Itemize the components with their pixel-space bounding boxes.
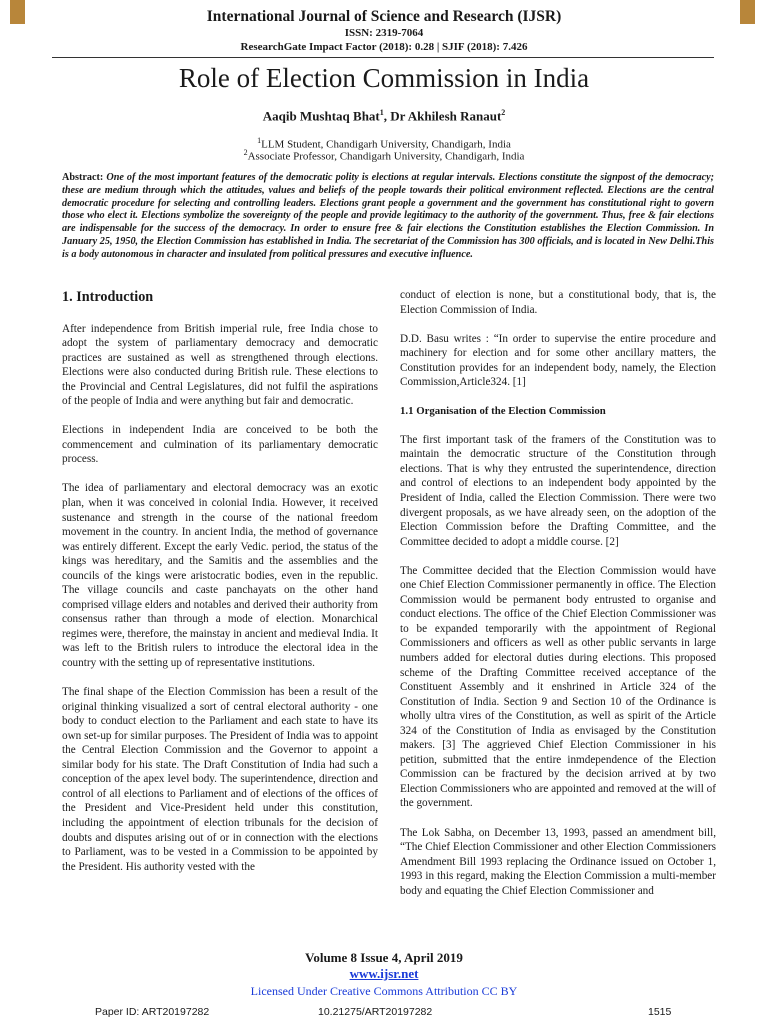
paragraph: The final shape of the Election Commission has been a result of the original thinking visualized a sort of central electoral authority - one body to conduct election to the Parliament and each state to have its own set-up for similar purposes. The President of India was to appoint the Central Election Commission and the Governor to appoint a similar body for his state. The Draft Constitution of India had such a conception of the apex level body. The superintendence, direction and control of all elections to Parliament and of elections of the offices of the President and Vice-President held under this constitution, including the appointment of election tribunals for the decision of doubts and disputes arising out of or in connection with the elections to Parliament, was to be vested in a Commission to be appointed by the President. His authority vested with the <box>62 686 378 873</box>
paragraph: The Lok Sabha, on December 13, 1993, passed an amendment bill, “The Chief Election Commissioner and other Election Commissioners Amendment Bill 1993 replacing the Ordinance issued on October 1, 1993 in this regard, making the Election Commission a multi-member body and equating the Chief Election Commissioner and <box>400 826 716 897</box>
journal-impact-factor: ResearchGate Impact Factor (2018): 0.28 | SJIF (2018): 7.426 <box>240 41 528 53</box>
paragraph: conduct of election is none, but a constitutional body, that is, the Election Commission of India. <box>400 289 716 316</box>
footer-page-number: 1515 <box>648 1006 672 1018</box>
paragraph: D.D. Basu writes : “In order to supervise the entire procedure and machinery for election and for some other ancillary matters, the Constitution provides for an independent body, namely, the Election Commission,Article324. [1] <box>400 332 716 389</box>
paragraph: The Committee decided that the Election Commission would have one Chief Election Commissioner permanently in office. The Election Commission would be permanent body entrusted to organise and conduct elections. The office of the Chief Election Commissioner was to be expanded temporarily with the appointment of Regional Commissioners and officers as well as other public servants in large numbers added for electoral duties during elections. This proposed scheme of the Drafting Committee received acceptance of the Constituent Assembly and it enshrined in Article 324 of the Constitution of India. Section 9 and Section 10 of the Ordinance is wholly ultra vires of the Constitution, as well as spirit of the Article 324 of the Constitution of India as envisaged by the Constitution makers. [3] The aggrieved Chief Election Commissioner in his petition, submitted that the entire inmdependence of the Election Commission can be fractured by the decision arrived at by two Election Commissioners who are appointed and removed at the will of the government. <box>400 564 716 810</box>
paragraph: After independence from British imperial rule, free India chose to adopt the system of parliamentary democracy and democratic practices are sustained as well as strengthened through elections. Elections were also conducted during British rule. These elections to the Provincial and Central Legislatures, did not fulfil the aspirations of the people of India and were anything but fair and democratic. <box>62 322 378 408</box>
author-affiliation-mark: 1 <box>379 108 384 117</box>
affiliation-mark: 1 <box>257 136 262 145</box>
affiliation-text: LLM Student, Chandigarh University, Chandigarh, India <box>261 138 511 151</box>
section-heading: 1. Introduction <box>62 289 154 305</box>
right-column <box>400 288 716 913</box>
paper-title: Role of Election Commission in India <box>178 63 590 93</box>
subsection-heading: 1.1 Organisation of the Election Commission <box>400 405 606 418</box>
paragraph: The idea of parliamentary and electoral democracy was an exotic plan, when it was conceived in colonial India. However, it received sustenance and strength in the course of the national freedom movement in the country. In ancient India, the method of governance was entirely different. Except the early Vedic. period, the status of the kings was hereditary, and the Samitis and the assemblies and the councils of the kings were aristocratic bodies, even in the republic. The village councils and caste panchayats on the other hand comprised village elders and notables and derived their authority from consensus rather than through a mode of election. Monarchical regimes were, therefore, the mainstay in ancient and medieval India. It was left to the British rulers to introduce the electoral idea in the country with the setting up of representative institutions. <box>62 482 378 670</box>
paragraph: The first important task of the framers of the Constitution was to maintain the democratic structure of the Constitution through elections. That is why they entrusted the superintendence, direction and control of elections to an independent body appointed by the President of India, called the Election Commission. There were two divergent proposals, as we have already seen, on the adoption of the Election Commission before the Drafting Committee, and the Committee decided to adopt a middle course. [2] <box>400 433 716 548</box>
journal-title: International Journal of Science and Research (IJSR) <box>206 8 562 25</box>
journal-issn: ISSN: 2319-7064 <box>344 27 424 39</box>
paragraph: Elections in independent India are conceived to be both the commencement and culmination of its parliamentary democratic process. <box>62 424 378 466</box>
author-affiliation-mark: 2 <box>501 108 506 117</box>
footer-doi: 10.21275/ART20197282 <box>318 1006 433 1018</box>
author-name: Aaqib Mushtaq Bhat <box>262 108 380 124</box>
affiliation-mark: 2 <box>243 148 248 157</box>
author-separator: , <box>383 108 391 124</box>
author-name: Dr Akhilesh Ranaut <box>390 108 502 124</box>
abstract <box>62 172 714 262</box>
abstract-text: One of the most important features of the democratic polity is elections at regular intervals. Elections constitute the signpost of the democracy; these are medium through which the attitudes, values and beliefs of the people towards their political environment reflected. Elections are the central democratic procedure for selecting and controlling leaders. Elections grant people a government and the government has constitutional right to govern those who elect it. Elections symbolize the sovereignty of the people and provide legitimacy to the authority of the government. Thus, free & fair elections are indispensable for the success of the democracy. In order to ensure free & fair elections the Constitution establishes the Election Commission. In January 25, 1950, the Election Commission has established in India. The secretariat of the Commission has 300 officials, and is located in New Delhi.This is a body autonomous in character and insulated from political pressures and executive influence. <box>62 172 715 260</box>
footer-paper-id: Paper ID: ART20197282 <box>95 1006 210 1018</box>
abstract-label: Abstract: <box>62 172 104 183</box>
footer-license-link[interactable]: Licensed Under Creative Commons Attribution CC BY <box>250 984 518 998</box>
affiliation-text: Associate Professor, Chandigarh University, Chandigarh, India <box>247 150 525 163</box>
footer-volume: Volume 8 Issue 4, April 2019 <box>305 950 463 965</box>
footer-website-link[interactable]: www.ijsr.net <box>349 966 419 981</box>
header-divider <box>52 57 714 58</box>
author-line <box>0 108 768 124</box>
left-column <box>62 288 378 889</box>
affiliation-line <box>0 148 768 163</box>
